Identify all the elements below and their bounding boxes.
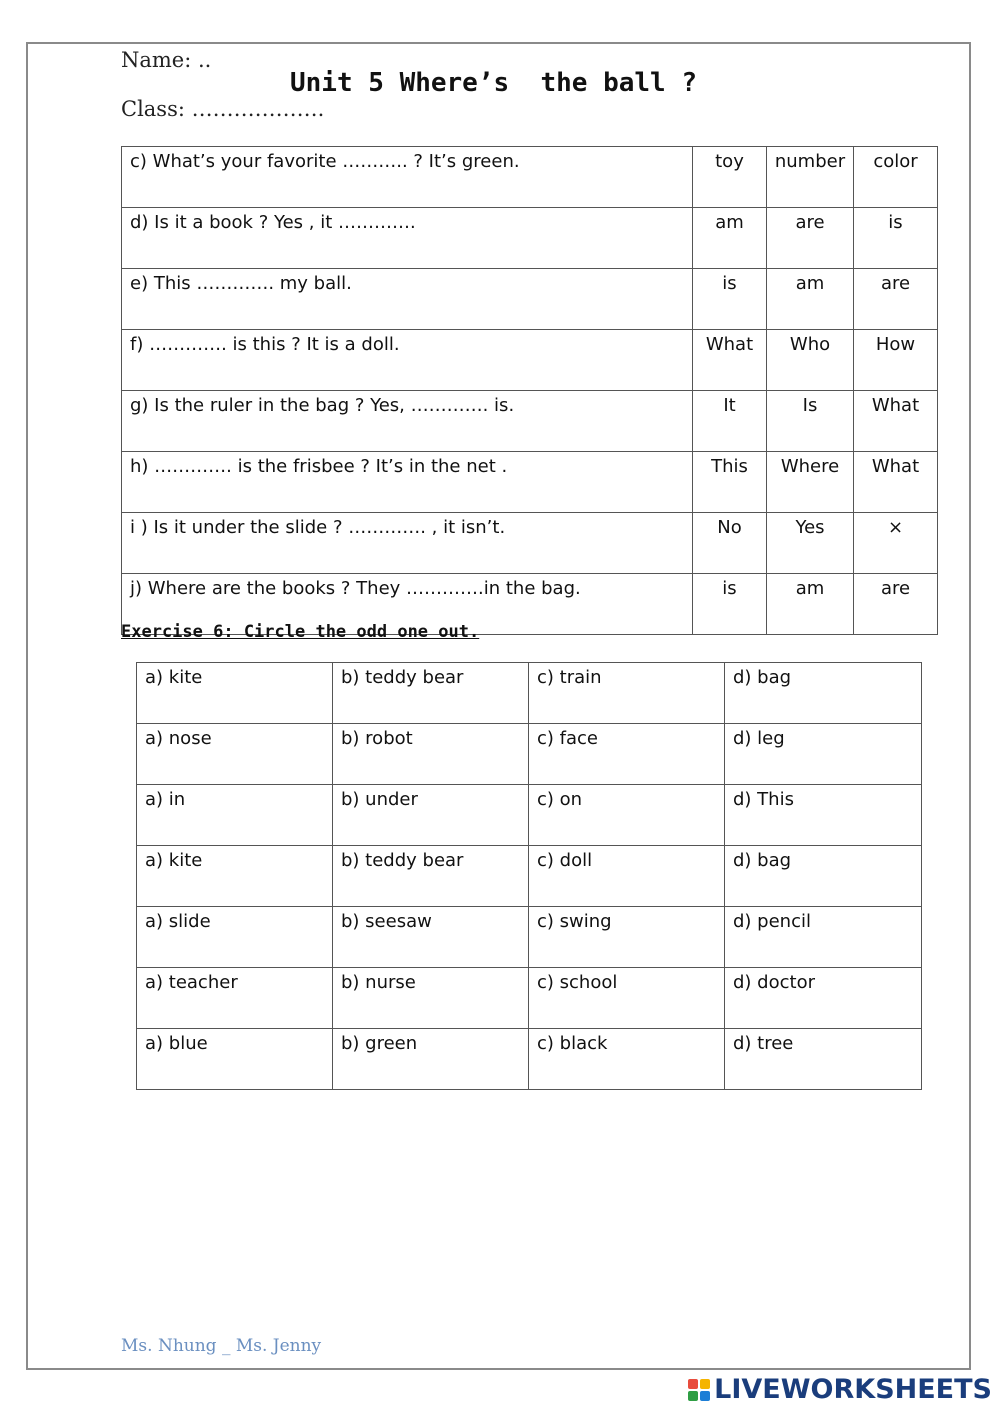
odd-one-out-option[interactable]: a) kite [137, 846, 333, 907]
odd-one-out-option[interactable]: a) blue [137, 1029, 333, 1090]
odd-one-out-option[interactable]: b) nurse [333, 968, 529, 1029]
exercise-6-row [137, 663, 922, 724]
odd-one-out-option[interactable]: a) in [137, 785, 333, 846]
odd-one-out-option[interactable]: a) teacher [137, 968, 333, 1029]
odd-one-out-option[interactable]: a) slide [137, 907, 333, 968]
odd-one-out-option[interactable]: b) robot [333, 724, 529, 785]
answer-option[interactable]: How [854, 330, 938, 391]
odd-one-out-option[interactable]: d) bag [725, 663, 922, 724]
exercise-5-table [121, 146, 938, 635]
answer-option[interactable]: It [693, 391, 767, 452]
answer-option[interactable]: is [693, 269, 767, 330]
odd-one-out-option[interactable]: d) leg [725, 724, 922, 785]
answer-option[interactable]: is [693, 574, 767, 635]
author-footer: Ms. Nhung _ Ms. Jenny [121, 1336, 322, 1356]
answer-option[interactable]: am [767, 269, 854, 330]
question-text: h) …………. is the frisbee ? It’s in the net . [122, 452, 693, 513]
answer-option[interactable]: am [767, 574, 854, 635]
odd-one-out-option[interactable]: c) on [529, 785, 725, 846]
liveworksheets-logo [688, 1374, 992, 1405]
odd-one-out-option[interactable]: b) green [333, 1029, 529, 1090]
answer-option[interactable]: are [854, 269, 938, 330]
odd-one-out-option[interactable]: b) seesaw [333, 907, 529, 968]
exercise-5-row [122, 208, 938, 269]
exercise-6-row [137, 724, 922, 785]
odd-one-out-option[interactable]: c) doll [529, 846, 725, 907]
class-field-label: Class: ………………. [121, 97, 325, 121]
odd-one-out-option[interactable]: c) black [529, 1029, 725, 1090]
odd-one-out-option[interactable]: b) teddy bear [333, 846, 529, 907]
odd-one-out-option[interactable]: d) doctor [725, 968, 922, 1029]
answer-option[interactable]: What [693, 330, 767, 391]
answer-option[interactable]: number [767, 147, 854, 208]
odd-one-out-option[interactable]: b) teddy bear [333, 663, 529, 724]
odd-one-out-option[interactable]: c) school [529, 968, 725, 1029]
exercise-6-row [137, 846, 922, 907]
odd-one-out-option[interactable]: a) nose [137, 724, 333, 785]
odd-one-out-option[interactable]: d) pencil [725, 907, 922, 968]
answer-option[interactable]: What [854, 391, 938, 452]
exercise-6-row [137, 907, 922, 968]
answer-option[interactable]: Where [767, 452, 854, 513]
exercise-6-row [137, 785, 922, 846]
answer-option[interactable]: color [854, 147, 938, 208]
answer-option[interactable]: × [854, 513, 938, 574]
exercise-5-row [122, 452, 938, 513]
answer-option[interactable]: are [854, 574, 938, 635]
exercise-5-row [122, 269, 938, 330]
odd-one-out-option[interactable]: d) This [725, 785, 922, 846]
question-text: i ) Is it under the slide ? …………. , it isn’t. [122, 513, 693, 574]
answer-option[interactable]: Yes [767, 513, 854, 574]
odd-one-out-option[interactable]: d) tree [725, 1029, 922, 1090]
question-text: f) …………. is this ? It is a doll. [122, 330, 693, 391]
answer-option[interactable]: Is [767, 391, 854, 452]
question-text: d) Is it a book ? Yes , it …………. [122, 208, 693, 269]
question-text: c) What’s your favorite ……….. ? It’s green. [122, 147, 693, 208]
liveworksheets-wordmark: LIVEWORKSHEETS [714, 1374, 992, 1405]
exercise-5-row [122, 330, 938, 391]
question-text: j) Where are the books ? They ………….in the bag. [122, 574, 693, 635]
exercise-6-row [137, 1029, 922, 1090]
exercise-6-heading: Exercise 6: Circle the odd one out. [121, 622, 480, 642]
odd-one-out-option[interactable]: d) bag [725, 846, 922, 907]
answer-option[interactable]: This [693, 452, 767, 513]
answer-option[interactable]: are [767, 208, 854, 269]
question-text: g) Is the ruler in the bag ? Yes, …………. is. [122, 391, 693, 452]
answer-option[interactable]: What [854, 452, 938, 513]
odd-one-out-option[interactable]: c) train [529, 663, 725, 724]
exercise-6-table [136, 662, 922, 1090]
exercise-5-row [122, 391, 938, 452]
name-field-label: Name: .. [121, 48, 212, 72]
answer-option[interactable]: is [854, 208, 938, 269]
exercise-5-row [122, 147, 938, 208]
odd-one-out-option[interactable]: b) under [333, 785, 529, 846]
odd-one-out-option[interactable]: a) kite [137, 663, 333, 724]
odd-one-out-option[interactable]: c) face [529, 724, 725, 785]
answer-option[interactable]: toy [693, 147, 767, 208]
answer-option[interactable]: No [693, 513, 767, 574]
answer-option[interactable]: Who [767, 330, 854, 391]
question-text: e) This …………. my ball. [122, 269, 693, 330]
exercise-5-row [122, 513, 938, 574]
answer-option[interactable]: am [693, 208, 767, 269]
worksheet-title: Unit 5 Where’s the ball ? [290, 68, 697, 98]
odd-one-out-option[interactable]: c) swing [529, 907, 725, 968]
exercise-6-row [137, 968, 922, 1029]
liveworksheets-icon [688, 1379, 710, 1401]
